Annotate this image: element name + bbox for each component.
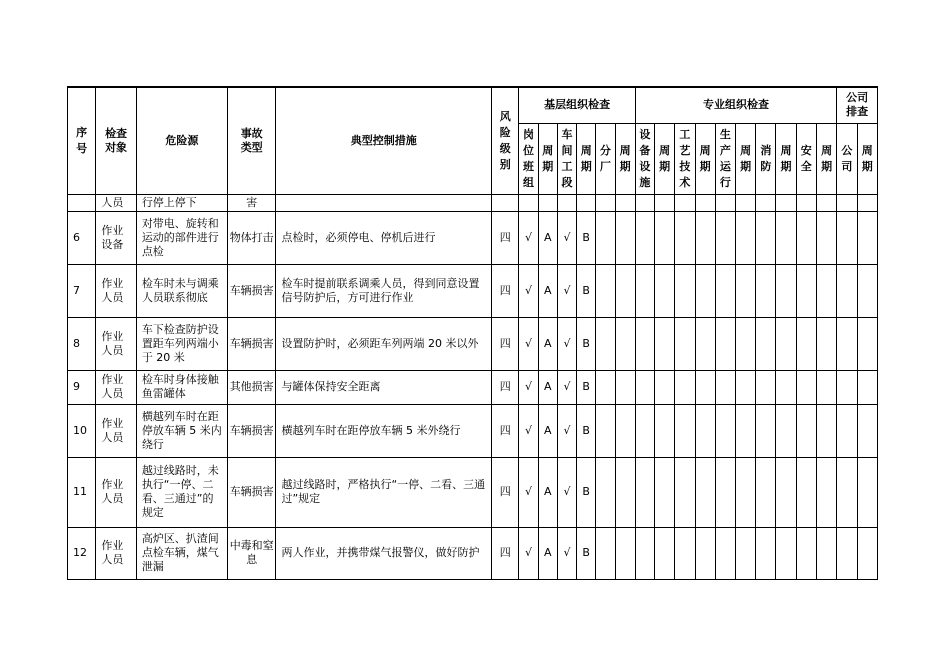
cell-empty: [596, 194, 615, 211]
cell-workshop-period: B: [577, 211, 596, 264]
cell-measures: 点检时，必须停电、停机后进行: [276, 211, 492, 264]
risk-control-table: [67, 86, 878, 580]
cell-empty: [615, 457, 635, 527]
cell-empty: [695, 457, 715, 527]
col-header-company-check: 公司排查: [837, 87, 878, 123]
cell-empty: [857, 264, 878, 317]
cell-empty: [695, 370, 715, 404]
cell-team-check: √: [519, 527, 538, 579]
cell-accident-type: 车辆损害: [227, 404, 276, 457]
cell-empty: [675, 370, 695, 404]
sub-header: 周期: [695, 123, 715, 194]
cell-measures: 与罐体保持安全距离: [276, 370, 492, 404]
cell-measures: [276, 194, 492, 211]
cell-seq: [68, 194, 96, 211]
cell-empty: [756, 527, 776, 579]
cell-empty: [675, 264, 695, 317]
cell-seq: 7: [68, 264, 96, 317]
cell-empty: [735, 370, 755, 404]
sub-header: 公司: [837, 123, 857, 194]
cell-empty: [756, 211, 776, 264]
cell-empty: [837, 527, 857, 579]
cell-empty: [735, 194, 755, 211]
cell-empty: [695, 317, 715, 370]
cell-empty: [715, 370, 735, 404]
cell-empty: [596, 404, 615, 457]
cell-team-period: A: [538, 317, 557, 370]
cell-empty: [816, 194, 836, 211]
col-header-pro-check: 专业组织检查: [635, 87, 836, 123]
cell-risk-level: 四: [492, 264, 519, 317]
cell-empty: [796, 404, 816, 457]
cell-empty: [735, 264, 755, 317]
cell-empty: [596, 527, 615, 579]
cell-team-period: A: [538, 264, 557, 317]
cell-measures: 检车时提前联系调乘人员，得到同意设置信号防护后，方可进行作业: [276, 264, 492, 317]
cell-empty: [796, 527, 816, 579]
cell-workshop-check: √: [557, 370, 576, 404]
cell-empty: [615, 211, 635, 264]
table-row: [68, 264, 878, 317]
sub-header: 周期: [615, 123, 635, 194]
cell-seq: 6: [68, 211, 96, 264]
cell-empty: [635, 211, 654, 264]
cell-measures: 两人作业，并携带煤气报警仪，做好防护: [276, 527, 492, 579]
cell-empty: [837, 317, 857, 370]
cell-workshop-period: B: [577, 527, 596, 579]
cell-empty: [837, 404, 857, 457]
cell-empty: [635, 194, 654, 211]
cell-workshop-check: √: [557, 404, 576, 457]
col-header-risk-level: 风险级别: [492, 87, 519, 194]
sub-header: 车间工段: [557, 123, 576, 194]
cell-empty: [756, 264, 776, 317]
sub-header: 周期: [857, 123, 878, 194]
cell-workshop-check: √: [557, 527, 576, 579]
cell-risk-level: 四: [492, 404, 519, 457]
cell-empty: [776, 457, 796, 527]
sub-header: 周期: [577, 123, 596, 194]
col-header-seq: 序号: [68, 87, 96, 194]
cell-empty: [715, 194, 735, 211]
cell-empty: [615, 317, 635, 370]
sub-header: 安全: [796, 123, 816, 194]
cell-team-check: √: [519, 264, 538, 317]
cell-empty: [635, 404, 654, 457]
sub-header: 周期: [816, 123, 836, 194]
cell-empty: [796, 194, 816, 211]
cell-empty: [756, 370, 776, 404]
cell-risk-level: 四: [492, 317, 519, 370]
cell-empty: [695, 264, 715, 317]
cell-seq: 9: [68, 370, 96, 404]
cell-accident-type: 其他损害: [227, 370, 276, 404]
cell-empty: [776, 370, 796, 404]
cell-empty: [655, 370, 675, 404]
cell-empty: [715, 527, 735, 579]
cell-empty: [675, 317, 695, 370]
cell-measures: 设置防护时，必须距车列两端 20 米以外: [276, 317, 492, 370]
cell-empty: [655, 317, 675, 370]
cell-empty: [655, 457, 675, 527]
cell-hazard: 检车时未与调乘人员联系彻底: [136, 264, 227, 317]
cell-measures: 横越列车时在距停放车辆 5 米外绕行: [276, 404, 492, 457]
cell-empty: [837, 264, 857, 317]
cell-workshop-period: B: [577, 404, 596, 457]
cell-risk-level: [492, 194, 519, 211]
sub-header: 周期: [538, 123, 557, 194]
cell-team-check: [519, 194, 538, 211]
cell-empty: [675, 404, 695, 457]
table-row: [68, 527, 878, 579]
cell-accident-type: 中毒和窒息: [227, 527, 276, 579]
cell-empty: [837, 370, 857, 404]
cell-workshop-period: [577, 194, 596, 211]
cell-empty: [857, 317, 878, 370]
cell-empty: [776, 527, 796, 579]
cell-seq: 12: [68, 527, 96, 579]
cell-empty: [655, 194, 675, 211]
cell-empty: [756, 457, 776, 527]
col-header-target: 检查对象: [96, 87, 136, 194]
cell-empty: [675, 527, 695, 579]
table-row: [68, 194, 878, 211]
cell-empty: [695, 194, 715, 211]
cell-empty: [715, 317, 735, 370]
cell-hazard: 高炉区、扒渣间点检车辆，煤气泄漏: [136, 527, 227, 579]
cell-empty: [695, 404, 715, 457]
cell-empty: [816, 527, 836, 579]
cell-empty: [635, 317, 654, 370]
col-header-base-check: 基层组织检查: [519, 87, 635, 123]
cell-empty: [735, 211, 755, 264]
cell-target: 作业人员: [96, 404, 136, 457]
cell-empty: [837, 194, 857, 211]
cell-target: 作业人员: [96, 264, 136, 317]
cell-empty: [837, 457, 857, 527]
sub-header: 岗位班组: [519, 123, 538, 194]
cell-accident-type: 车辆损害: [227, 264, 276, 317]
cell-target: 作业人员: [96, 317, 136, 370]
cell-team-period: A: [538, 404, 557, 457]
cell-target: 作业人员: [96, 457, 136, 527]
cell-seq: 10: [68, 404, 96, 457]
cell-empty: [816, 317, 836, 370]
cell-empty: [655, 211, 675, 264]
cell-empty: [796, 317, 816, 370]
cell-target: 作业设备: [96, 211, 136, 264]
sub-header: 生产运行: [715, 123, 735, 194]
cell-empty: [596, 457, 615, 527]
cell-team-period: A: [538, 211, 557, 264]
cell-empty: [857, 404, 878, 457]
cell-empty: [816, 404, 836, 457]
cell-risk-level: 四: [492, 527, 519, 579]
cell-workshop-check: √: [557, 457, 576, 527]
cell-accident-type: 车辆损害: [227, 457, 276, 527]
cell-empty: [816, 370, 836, 404]
cell-empty: [635, 527, 654, 579]
cell-empty: [776, 404, 796, 457]
cell-empty: [635, 370, 654, 404]
cell-hazard: 越过线路时，未执行“一停、二看、三通过”的规定: [136, 457, 227, 527]
cell-hazard: 对带电、旋转和运动的部件进行点检: [136, 211, 227, 264]
cell-workshop-period: B: [577, 264, 596, 317]
cell-empty: [756, 404, 776, 457]
cell-workshop-period: B: [577, 457, 596, 527]
cell-accident-type: 物体打击: [227, 211, 276, 264]
cell-workshop-check: [557, 194, 576, 211]
cell-empty: [837, 211, 857, 264]
cell-empty: [735, 527, 755, 579]
sub-header: 周期: [776, 123, 796, 194]
cell-empty: [796, 264, 816, 317]
cell-empty: [695, 211, 715, 264]
cell-empty: [695, 527, 715, 579]
cell-hazard: 横越列车时在距停放车辆 5 米内绕行: [136, 404, 227, 457]
cell-team-check: √: [519, 370, 538, 404]
cell-empty: [857, 527, 878, 579]
cell-target: 作业人员: [96, 370, 136, 404]
cell-empty: [796, 457, 816, 527]
cell-team-check: √: [519, 211, 538, 264]
col-header-measures: 典型控制措施: [276, 87, 492, 194]
cell-hazard: 行停上停下: [136, 194, 227, 211]
cell-empty: [715, 211, 735, 264]
cell-empty: [857, 211, 878, 264]
cell-accident-type: 害: [227, 194, 276, 211]
cell-empty: [715, 404, 735, 457]
cell-risk-level: 四: [492, 457, 519, 527]
cell-target: 人员: [96, 194, 136, 211]
cell-seq: 11: [68, 457, 96, 527]
cell-seq: 8: [68, 317, 96, 370]
table-row: [68, 404, 878, 457]
sub-header: 设备设施: [635, 123, 654, 194]
cell-empty: [796, 370, 816, 404]
cell-empty: [857, 194, 878, 211]
cell-workshop-period: B: [577, 317, 596, 370]
cell-team-check: √: [519, 404, 538, 457]
cell-empty: [816, 457, 836, 527]
col-header-accident-type: 事故类型: [227, 87, 276, 194]
col-header-hazard: 危险源: [136, 87, 227, 194]
cell-empty: [596, 264, 615, 317]
cell-empty: [615, 264, 635, 317]
cell-team-period: A: [538, 457, 557, 527]
cell-empty: [675, 457, 695, 527]
cell-empty: [816, 211, 836, 264]
table-row: [68, 317, 878, 370]
cell-empty: [635, 457, 654, 527]
cell-risk-level: 四: [492, 370, 519, 404]
cell-workshop-check: √: [557, 211, 576, 264]
cell-empty: [857, 457, 878, 527]
cell-hazard: 检车时身体接触鱼雷罐体: [136, 370, 227, 404]
cell-empty: [655, 264, 675, 317]
cell-empty: [735, 457, 755, 527]
table-row: [68, 370, 878, 404]
table-row: [68, 211, 878, 264]
cell-empty: [776, 194, 796, 211]
cell-workshop-check: √: [557, 264, 576, 317]
cell-empty: [816, 264, 836, 317]
cell-empty: [715, 457, 735, 527]
sub-header: 周期: [655, 123, 675, 194]
cell-empty: [596, 317, 615, 370]
cell-team-check: √: [519, 457, 538, 527]
cell-empty: [615, 527, 635, 579]
sub-header: 工艺技术: [675, 123, 695, 194]
cell-empty: [596, 370, 615, 404]
cell-target: 作业人员: [96, 527, 136, 579]
cell-team-period: A: [538, 527, 557, 579]
cell-empty: [857, 370, 878, 404]
cell-empty: [796, 211, 816, 264]
cell-empty: [756, 194, 776, 211]
cell-workshop-check: √: [557, 317, 576, 370]
cell-empty: [756, 317, 776, 370]
cell-empty: [675, 194, 695, 211]
cell-empty: [615, 194, 635, 211]
cell-hazard: 车下检查防护设置距车列两端小于 20 米: [136, 317, 227, 370]
cell-empty: [655, 527, 675, 579]
cell-empty: [615, 404, 635, 457]
sub-header: 分厂: [596, 123, 615, 194]
cell-empty: [776, 264, 796, 317]
cell-empty: [615, 370, 635, 404]
header-row-top: [68, 87, 878, 123]
cell-empty: [776, 211, 796, 264]
cell-empty: [735, 317, 755, 370]
sub-header: 消防: [756, 123, 776, 194]
cell-team-check: √: [519, 317, 538, 370]
cell-measures: 越过线路时，严格执行“一停、二看、三通过”规定: [276, 457, 492, 527]
cell-empty: [635, 264, 654, 317]
cell-empty: [596, 211, 615, 264]
cell-empty: [715, 264, 735, 317]
cell-team-period: A: [538, 370, 557, 404]
cell-empty: [675, 211, 695, 264]
cell-risk-level: 四: [492, 211, 519, 264]
sub-header: 周期: [735, 123, 755, 194]
cell-empty: [735, 404, 755, 457]
table-row: [68, 457, 878, 527]
cell-empty: [776, 317, 796, 370]
cell-accident-type: 车辆损害: [227, 317, 276, 370]
cell-empty: [655, 404, 675, 457]
cell-workshop-period: B: [577, 370, 596, 404]
cell-team-period: [538, 194, 557, 211]
